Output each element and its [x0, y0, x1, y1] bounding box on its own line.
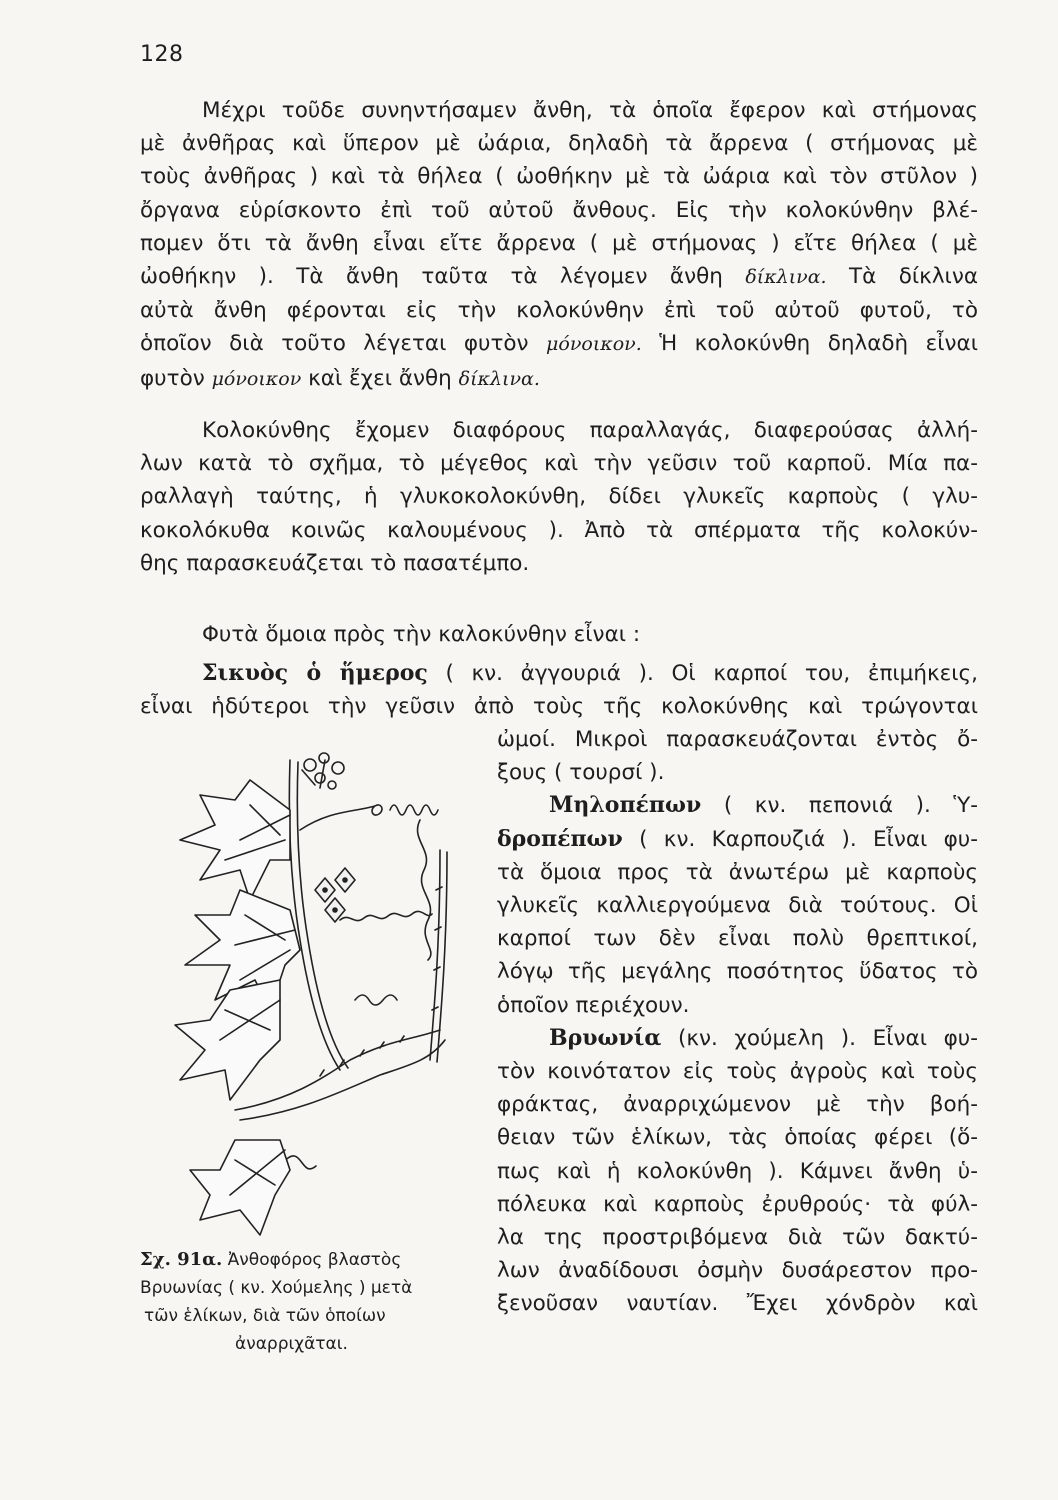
- text-line: τοὺς ἀνθῆρας ) καὶ τὰ θήλεα ( ὠοθήκην μὲ τὰ ὠάρια καὶ τὸν στῦλον ): [140, 164, 978, 190]
- bold-term: Σικυὸς ὁ ἥμερος: [202, 660, 428, 687]
- text-line: [497, 789, 978, 822]
- page-number: 128: [140, 42, 184, 67]
- text-line: πως καὶ ἡ κολοκύνθη ). Κάμνει ἄνθη ὑ-: [497, 1158, 978, 1184]
- text-line: τὸν κοινότατον εἰς τοὺς ἀγροὺς καὶ τοὺς: [497, 1059, 978, 1085]
- text-line: [140, 327, 978, 361]
- bryony-plant-illustration: [140, 740, 480, 1240]
- text-line: λων κατὰ τὸ σχῆμα, τὸ μέγεθος καὶ τὴν γεῦσιν τοῦ καρποῦ. Μία πα-: [140, 451, 978, 477]
- text-span: καὶ ἔχει ἄνθη: [308, 365, 452, 391]
- text-span: ( κν. Καρπουζιά ). Εἶναι φυ-: [639, 826, 979, 852]
- paragraph-similar-plants: [140, 618, 978, 724]
- text-span: Ἀνθοφόρος βλαστὸς: [227, 1250, 402, 1270]
- text-span: ὁποῖον διὰ τοῦτο λέγεται φυτὸν: [140, 331, 529, 357]
- text-line: καρποί των δὲν εἶναι πολὺ θρεπτικοί,: [497, 926, 978, 952]
- bold-term: δροπέπων: [497, 825, 623, 852]
- text-line: εἶναι ἡδύτεροι τὴν γεῦσιν ἀπὸ τοὺς τῆς κολοκύνθης καὶ τρώγονται: [140, 694, 978, 720]
- text-line: γλυκεῖς καλλιεργούμενα διὰ τούτους. Οἱ: [497, 893, 978, 919]
- text-span: Τὰ δίκλινα: [849, 264, 978, 290]
- text-line: λα της προστριβόμενα διὰ τῶν δακτύ-: [497, 1225, 978, 1251]
- text-line: αὐτὰ ἄνθη φέρονται εἰς τὴν κολοκύνθην ἐπὶ τοῦ αὐτοῦ φυτοῦ, τὸ: [140, 298, 978, 324]
- right-column-text: [497, 723, 978, 1321]
- italic-term: μόνοικον.: [546, 333, 642, 356]
- text-line: ξενοῦσαν ναυτίαν. Ἔχει χόνδρὸν καὶ: [497, 1291, 978, 1317]
- text-span: ( κν. πεπονιά ). Ὑ-: [723, 793, 978, 819]
- figure-label: Σχ. 91α.: [140, 1249, 223, 1270]
- text-line: θης παρασκευάζεται τὸ πασατέμπο.: [140, 550, 530, 576]
- caption-line: Βρυωνίας ( κν. Χούμελης ) μετὰ: [140, 1278, 413, 1298]
- text-span: φυτὸν: [140, 365, 205, 391]
- text-line: τὰ ὅμοια προς τὰ ἀνωτέρω μὲ καρποὺς: [497, 859, 978, 885]
- text-line: ξους ( τουρσί ).: [497, 760, 665, 786]
- text-span: (κν. χούμελη ). Εἶναι φυ-: [677, 1025, 978, 1051]
- paragraph-varieties: [140, 414, 978, 580]
- text-line: Κολοκύνθης ἔχομεν διαφόρους παραλλαγάς, διαφερούσας ἀλλή-: [202, 418, 978, 443]
- text-span: ( κν. ἀγγουριά ). Οἱ καρποί του, ἐπιμήκεις,: [445, 661, 979, 687]
- text-line: θειαν τῶν ἑλίκων, τὰς ὁποίας φέρει (ὅ-: [497, 1125, 978, 1151]
- text-line: Μέχρι τοῦδε συνηντήσαμεν ἄνθη, τὰ ὁποῖα ἔφερον καὶ στήμονας: [202, 98, 978, 123]
- text-line: λων ἀναδίδουσι ὀσμὴν δυσάρεστον προ-: [497, 1258, 978, 1284]
- italic-term: μόνοικον: [211, 367, 302, 390]
- bold-term: Μηλοπέπων: [549, 792, 702, 819]
- text-line: [497, 823, 978, 856]
- text-line: [497, 1022, 978, 1055]
- text-line: [140, 260, 978, 294]
- text-line: πόλευκα καὶ καρποὺς ἐρυθρούς· τὰ φύλ-: [497, 1191, 978, 1217]
- italic-term: δίκλινα.: [458, 367, 540, 390]
- text-line: ὄργανα εὑρίσκοντο ἐπὶ τοῦ αὐτοῦ ἄνθους. Εἰς τὴν κολοκύνθην βλέ-: [140, 197, 978, 223]
- text-line: [140, 657, 978, 690]
- text-line: ὁποῖον περιέχουν.: [497, 992, 690, 1018]
- caption-line: τῶν ἑλίκων, διὰ τῶν ὁποίων: [144, 1306, 386, 1326]
- text-line: μὲ ἀνθῆρας καὶ ὕπερον μὲ ὠάρια, δηλαδὴ τὰ ἄρρενα ( στήμονας μὲ: [140, 131, 978, 157]
- text-line: Φυτὰ ὅμοια πρὸς τὴν καλοκύνθην εἶναι :: [202, 622, 641, 647]
- text-line: φράκτας, ἀναρριχώμενον μὲ τὴν βοή-: [497, 1092, 978, 1118]
- paragraph-flowers: [140, 94, 978, 396]
- figure-caption: [140, 1246, 475, 1358]
- text-line: ραλλαγὴ ταύτης, ἡ γλυκοκολοκύνθη, δίδει γλυκεῖς καρποὺς ( γλυ-: [140, 484, 978, 510]
- text-line: κοκολόκυθα κοινῶς καλουμένους ). Ἀπὸ τὰ σπέρματα τῆς κολοκύν-: [140, 517, 978, 543]
- text-line: λόγῳ τῆς μεγάλης ποσότητος ὕδατος τὸ: [497, 959, 978, 985]
- text-span: Ἡ κολοκύνθη δηλαδὴ εἶναι: [659, 331, 978, 357]
- text-line: πομεν ὅτι τὰ ἄνθη εἶναι εἴτε ἄρρενα ( μὲ στήμονας ) εἴτε θήλεα ( μὲ: [140, 230, 978, 256]
- italic-term: δίκλινα.: [745, 266, 827, 289]
- caption-line: [140, 1246, 475, 1274]
- text-line: ὠμοί. Μικροὶ παρασκευάζονται ἐντὸς ὄ-: [497, 727, 978, 752]
- bold-term: Βρυωνία: [549, 1024, 662, 1051]
- caption-line: ἀναρριχᾶται.: [235, 1334, 348, 1354]
- text-span: ὠοθήκην ). Τὰ ἄνθη ταῦτα τὰ λέγομεν ἄνθη: [140, 264, 723, 290]
- text-line: [140, 362, 978, 396]
